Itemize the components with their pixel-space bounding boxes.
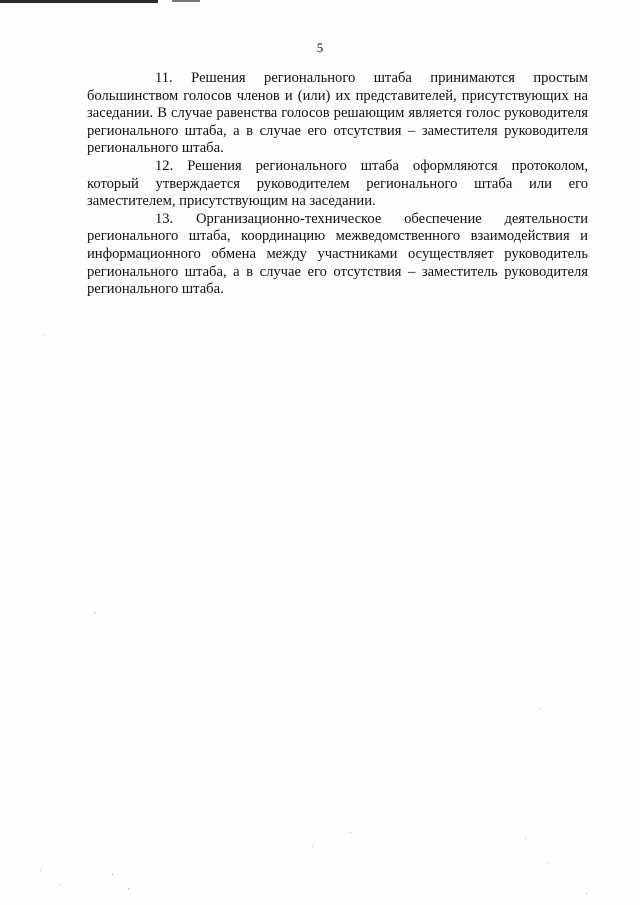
scan-speck (548, 862, 549, 863)
page-number: 5 (316, 40, 324, 55)
scan-speck (128, 888, 129, 889)
scan-speck (586, 893, 587, 894)
scan-speck (60, 884, 61, 885)
paragraph-12 (87, 158, 588, 211)
document-body (87, 70, 588, 299)
paragraph-text: Организационно-техническое обеспечение деятельности регионального штаба, координацию межведомственного взаимодействия и информационного обмена между участниками осуществляет руководитель регионального штаба, а в случае его отсутствия – заместитель руководителя регионального штаба. (87, 210, 589, 298)
scan-speck (112, 874, 113, 875)
scan-speck (43, 334, 44, 335)
scan-speck (95, 612, 96, 613)
paragraph-number: 12. (155, 157, 174, 174)
paragraph-text: Решения регионального штаба оформляются протоколом, который утверждается руководителем регионального штаба или его заместителем, присутствующим на заседании. (87, 157, 588, 210)
scan-speck (312, 846, 313, 847)
scan-edge-mark (172, 0, 200, 2)
paragraph-number: 11. (155, 70, 173, 86)
paragraph-13 (87, 211, 588, 299)
scan-speck (350, 832, 351, 833)
paragraph-11 (87, 70, 588, 158)
scan-speck (540, 708, 541, 709)
scan-edge-mark (0, 0, 158, 3)
scan-speck (525, 838, 526, 839)
paragraph-text: Решения регионального штаба принимаются простым большинством голосов членов и (или) их представителей, присутствующих на заседании. В случае равенства голосов решающим является голос руководителя регионального штаба, а в случае его отсутствия – заместителя руководителя регионального штаба. (87, 70, 588, 157)
scan-speck (40, 870, 41, 871)
paragraph-number: 13. (155, 210, 174, 227)
